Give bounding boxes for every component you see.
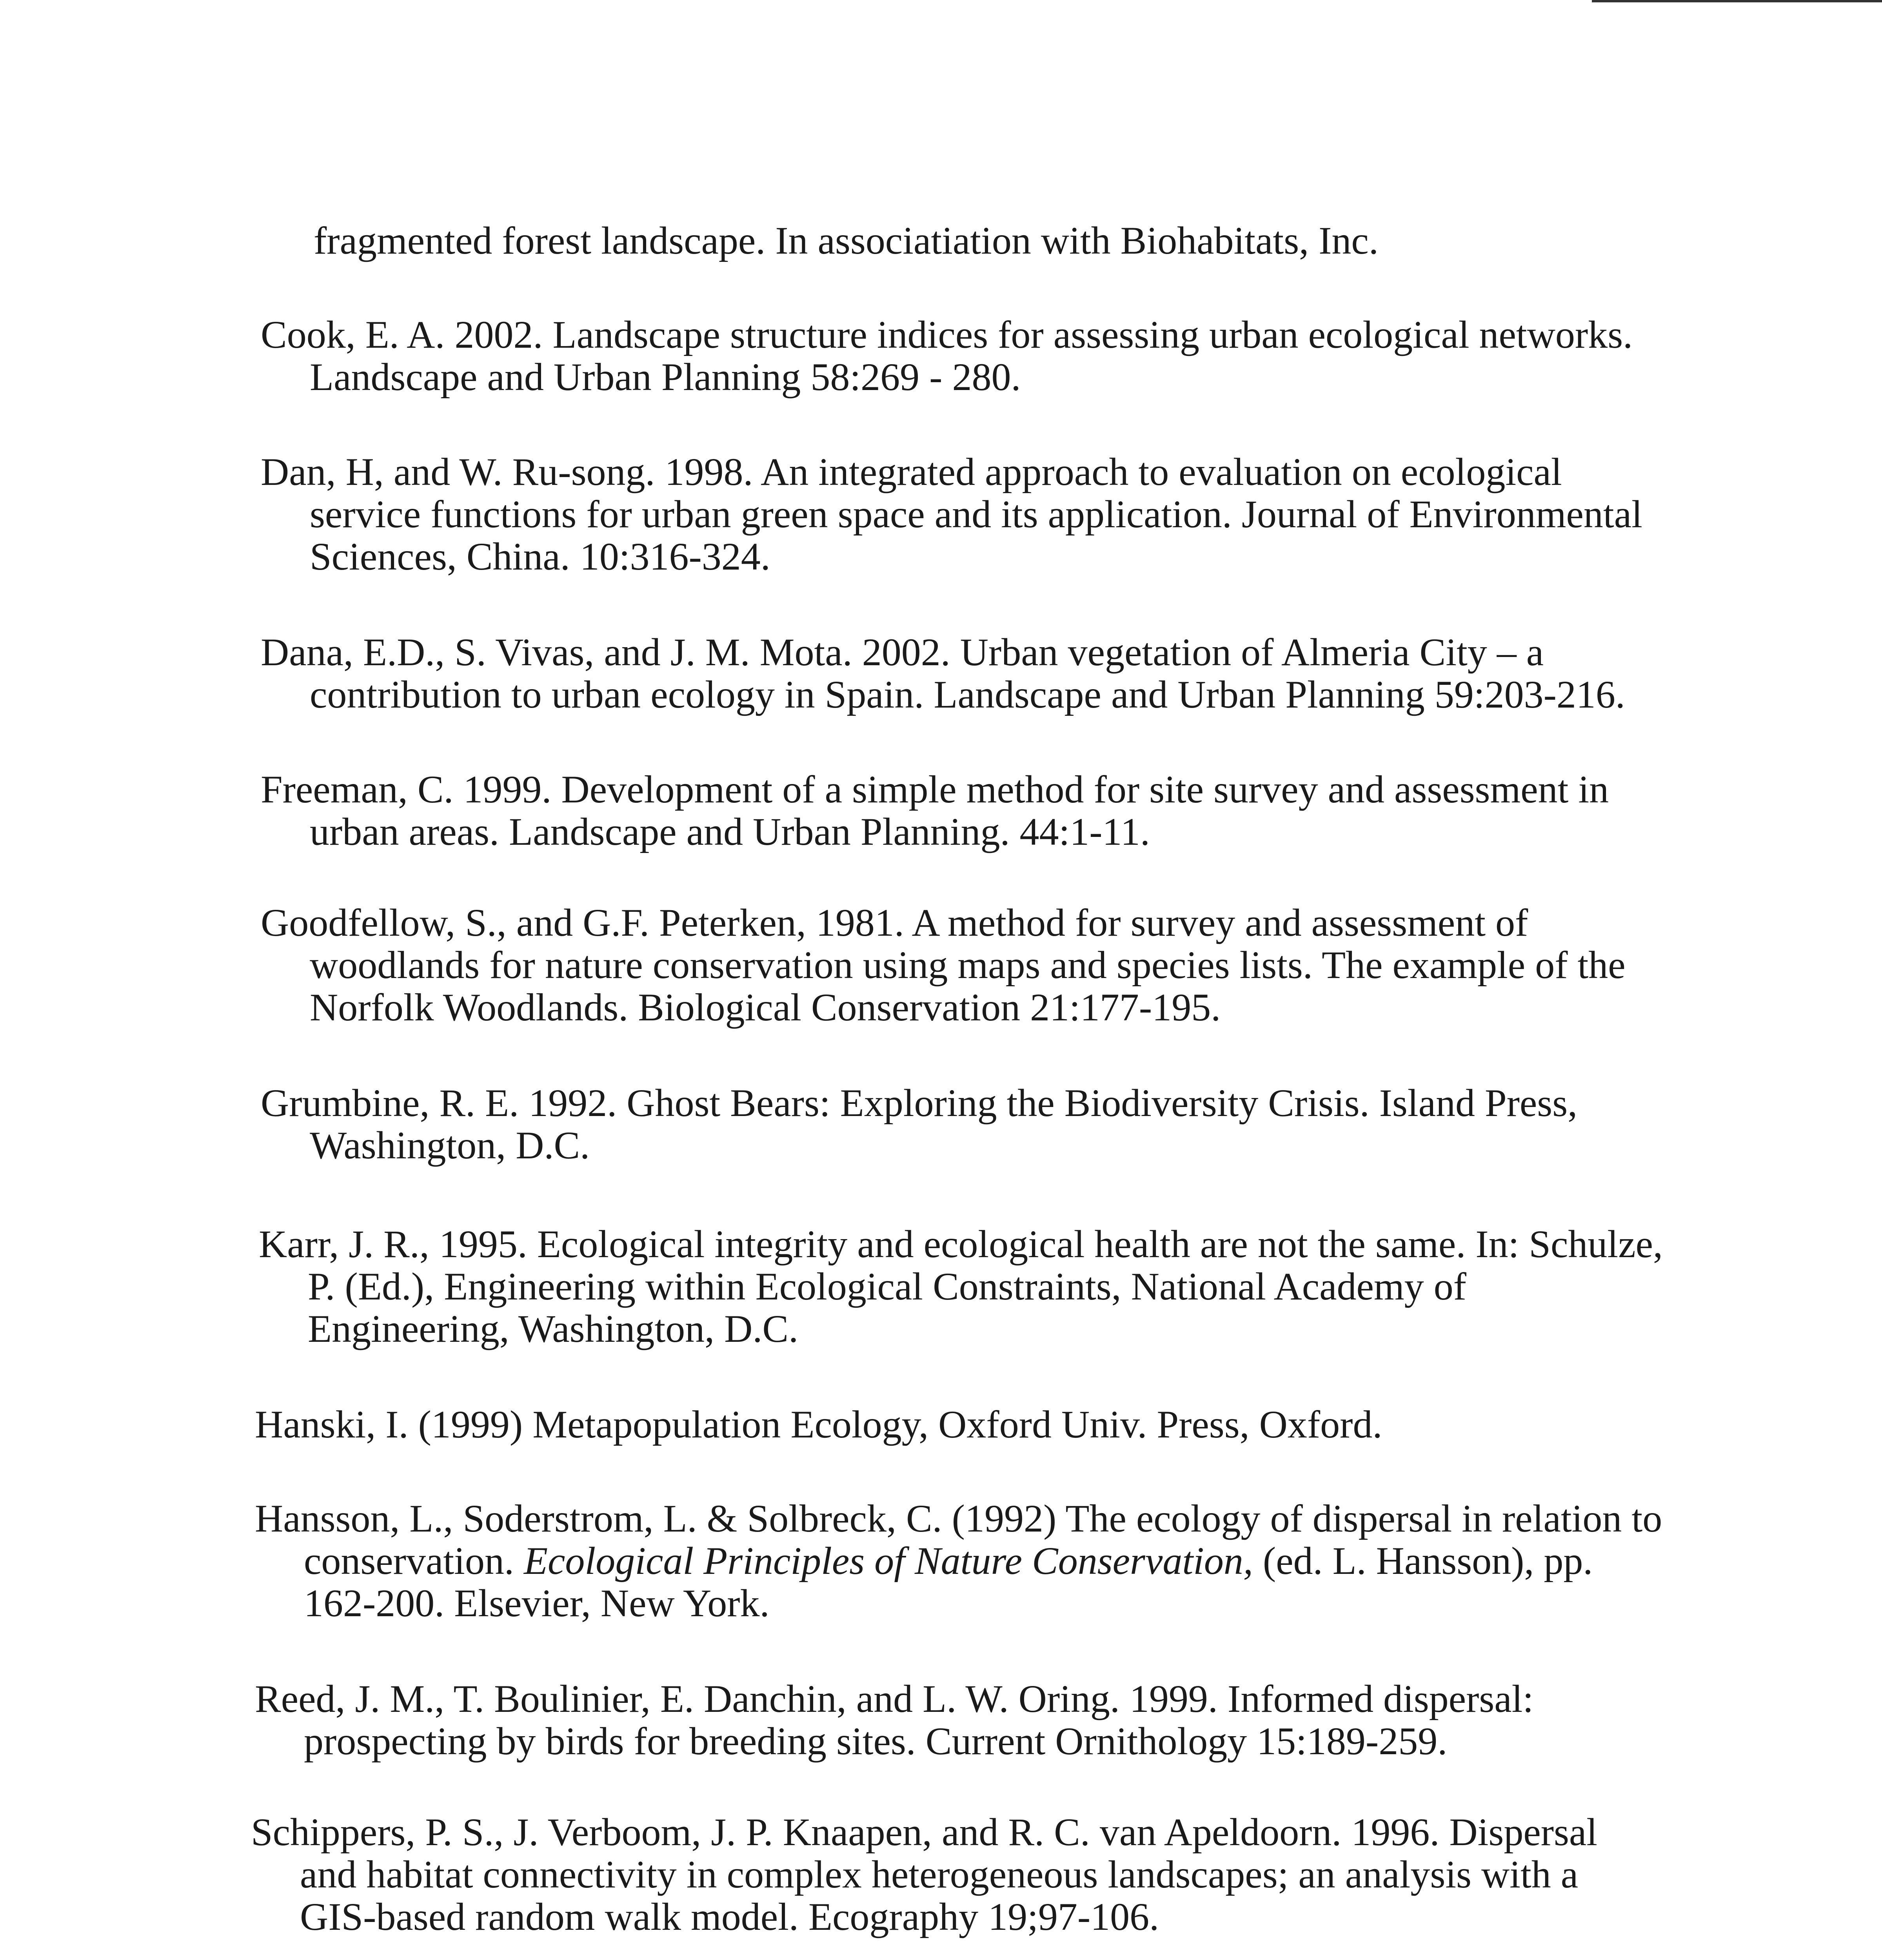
reference-entry — [261, 631, 1625, 716]
reference-line: Karr, J. R., 1995. Ecological integrity and ecological health are not the same. In: Schulze, — [259, 1222, 1663, 1266]
reference-line: Engineering, Washington, D.C. — [308, 1307, 799, 1350]
reference-line: Hansson, L., Soderstrom, L. & Solbreck, C. (1992) The ecology of dispersal in relation to — [255, 1497, 1662, 1540]
reference-line: Grumbine, R. E. 1992. Ghost Bears: Exploring the Biodiversity Crisis. Island Press, — [261, 1081, 1578, 1125]
reference-line: Landscape and Urban Planning 58:269 - 280. — [310, 355, 1021, 399]
reference-line: 162-200. Elsevier, New York. — [304, 1581, 770, 1625]
reference-entry — [251, 1811, 1597, 1938]
reference-line: urban areas. Landscape and Urban Planning. 44:1-11. — [310, 810, 1150, 853]
reference-line: Schippers, P. S., J. Verboom, J. P. Knaapen, and R. C. van Apeldoorn. 1996. Dispersal — [251, 1810, 1598, 1854]
reference-line: service functions for urban green space and its application. Journal of Environmental — [310, 492, 1642, 536]
reference-entry — [255, 1678, 1533, 1762]
reference-entry — [314, 220, 1379, 262]
reference-text: (ed. L. Hansson), pp. — [1263, 1539, 1593, 1583]
reference-line: contribution to urban ecology in Spain. Landscape and Urban Planning 59:203-216. — [310, 673, 1625, 716]
reference-entry — [261, 768, 1609, 853]
reference-entry — [261, 1082, 1577, 1167]
reference-line: Norfolk Woodlands. Biological Conservation 21:177-195. — [310, 985, 1221, 1029]
book-title: Ecological Principles of Nature Conservation, — [523, 1539, 1253, 1583]
reference-line: P. (Ed.), Engineering within Ecological Constraints, National Academy of — [308, 1265, 1466, 1308]
reference-entry — [255, 1497, 1662, 1624]
reference-line: Freeman, C. 1999. Development of a simple method for site survey and assessment in — [261, 768, 1609, 811]
reference-line: woodlands for nature conservation using maps and species lists. The example of the — [310, 943, 1626, 987]
reference-entry — [261, 314, 1633, 398]
reference-text: conservation. — [304, 1539, 514, 1583]
reference-line: Sciences, China. 10:316-324. — [310, 535, 770, 578]
reference-line: fragmented forest landscape. In associatiation with Biohabitats, Inc. — [314, 219, 1379, 262]
reference-entry — [261, 451, 1642, 578]
reference-entry — [255, 1403, 1382, 1446]
reference-line: Reed, J. M., T. Boulinier, E. Danchin, and L. W. Oring. 1999. Informed dispersal: — [255, 1677, 1534, 1720]
reference-line: Washington, D.C. — [310, 1123, 590, 1167]
reference-line: Goodfellow, S., and G.F. Peterken, 1981. A method for survey and assessment of — [261, 901, 1528, 944]
reference-entry — [259, 1223, 1663, 1350]
reference-line: GIS-based random walk model. Ecography 19;97-106. — [300, 1895, 1159, 1938]
reference-entry — [261, 902, 1626, 1029]
reference-line: Dana, E.D., S. Vivas, and J. M. Mota. 2002. Urban vegetation of Almeria City – a — [261, 630, 1544, 674]
reference-line: Cook, E. A. 2002. Landscape structure indices for assessing urban ecological networks. — [261, 313, 1633, 356]
reference-line: prospecting by birds for breeding sites. Current Ornithology 15:189-259. — [304, 1719, 1448, 1763]
reference-line — [255, 1540, 1662, 1582]
reference-line: and habitat connectivity in complex heterogeneous landscapes; an analysis with a — [300, 1853, 1579, 1896]
scan-edge-rule — [1592, 0, 1882, 2]
reference-line: Dan, H, and W. Ru-song. 1998. An integrated approach to evaluation on ecological — [261, 450, 1562, 494]
reference-line: Hanski, I. (1999) Metapopulation Ecology, Oxford Univ. Press, Oxford. — [255, 1403, 1382, 1446]
